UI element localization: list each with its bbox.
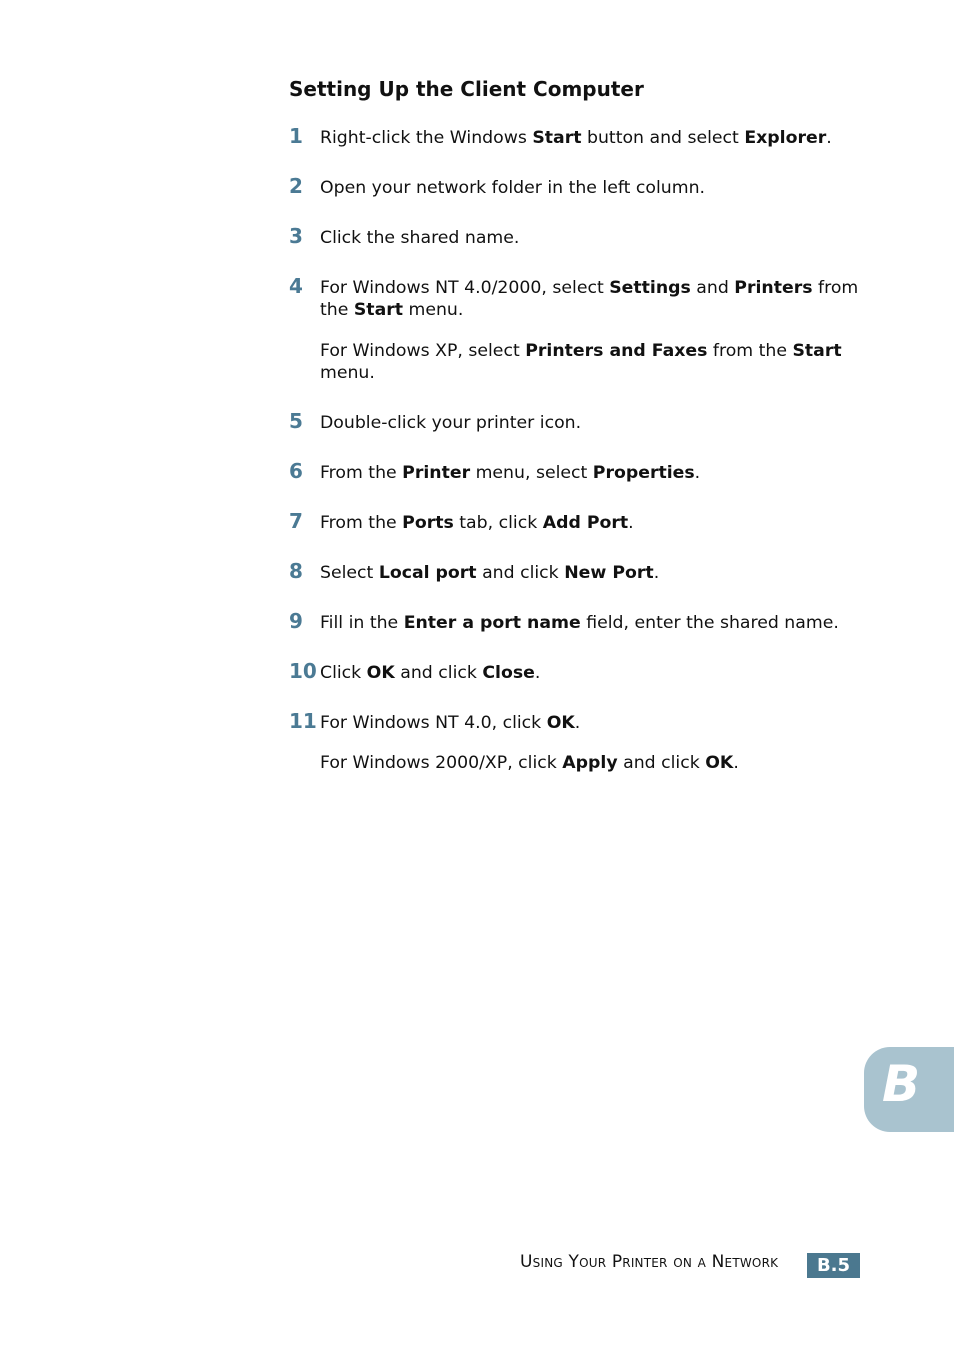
bold-term: Properties: [592, 463, 695, 483]
text-run: from the: [707, 341, 793, 361]
text-run: field, enter the shared name.: [580, 613, 839, 633]
text-run: button and select: [581, 128, 745, 148]
text-run: from the: [320, 278, 859, 320]
step-text: [320, 277, 889, 321]
text-run: Click: [320, 663, 367, 683]
chapter-tab: [864, 1047, 954, 1132]
bold-term: Ports: [402, 513, 454, 533]
step-text: [320, 227, 889, 249]
step-text: [320, 752, 889, 774]
list-item: [289, 409, 889, 434]
bold-term: Printers and Faxes: [525, 341, 708, 361]
text-run: .: [826, 128, 832, 148]
text-run: .: [694, 463, 701, 483]
text-run: menu, select: [470, 463, 593, 483]
list-item: [289, 509, 889, 534]
text-run: and click: [617, 753, 706, 773]
bold-term: Settings: [609, 278, 691, 298]
step-number: 8: [289, 559, 303, 583]
section-heading: Setting Up the Client Computer: [289, 77, 644, 101]
step-number: 2: [289, 174, 303, 198]
step-text: [320, 712, 889, 734]
step-number: 3: [289, 224, 303, 248]
step-number: 9: [289, 609, 303, 633]
step-text: [320, 462, 889, 484]
step-text: [320, 562, 889, 584]
text-run: .: [534, 663, 541, 683]
text-run: For Windows NT 4.0/2000, select: [320, 278, 610, 298]
text-run: Fill in the: [320, 613, 404, 633]
step-number: 5: [289, 409, 303, 433]
step-text: [320, 127, 889, 149]
step-number: 11: [289, 709, 317, 733]
bold-term: Start: [792, 341, 842, 361]
list-item: [289, 124, 889, 149]
bold-term: Start: [532, 128, 582, 148]
bold-term: New Port: [564, 563, 654, 583]
text-run: .: [628, 513, 634, 533]
bold-term: Start: [353, 300, 404, 320]
bold-term: Local port: [378, 563, 477, 583]
step-text: [320, 177, 889, 199]
list-item: [289, 459, 889, 484]
text-run: tab, click: [453, 513, 543, 533]
bold-term: Add Port: [542, 513, 629, 533]
step-text: [320, 662, 889, 684]
text-run: For Windows 2000/XP, click: [320, 753, 563, 773]
chapter-letter: B: [882, 1055, 921, 1113]
text-run: .: [653, 563, 660, 583]
steps-list: [289, 124, 889, 802]
bold-term: Close: [482, 663, 535, 683]
text-run: menu.: [320, 363, 375, 383]
bold-term: Printers: [734, 278, 813, 298]
text-run: and: [690, 278, 735, 298]
step-number: 6: [289, 459, 303, 483]
text-run: menu.: [403, 300, 464, 320]
bold-term: OK: [546, 713, 575, 733]
list-item: [289, 709, 889, 774]
footer-title: Using Your Printer on a Network: [520, 1252, 779, 1272]
list-item: [289, 559, 889, 584]
text-run: From the: [320, 513, 403, 533]
step-number: 10: [289, 659, 317, 683]
list-item: [289, 174, 889, 199]
text-run: Open your network folder in the left column.: [320, 178, 706, 198]
step-number: 4: [289, 274, 303, 298]
list-item: [289, 659, 889, 684]
text-run: Click the shared name.: [320, 228, 520, 248]
text-run: For Windows XP, select: [320, 341, 526, 361]
bold-term: Apply: [562, 753, 618, 773]
step-number: 1: [289, 124, 303, 148]
bold-term: OK: [366, 663, 395, 683]
list-item: [289, 224, 889, 249]
bold-term: OK: [705, 753, 734, 773]
step-number: 7: [289, 509, 303, 533]
text-run: Select: [320, 563, 379, 583]
text-run: .: [733, 753, 739, 773]
bold-term: Explorer: [744, 128, 827, 148]
text-run: and click: [394, 663, 483, 683]
bold-term: Printer: [402, 463, 471, 483]
page-number-badge: B.5: [807, 1253, 860, 1278]
list-item: [289, 609, 889, 634]
text-run: Double-click your printer icon.: [320, 413, 582, 433]
step-text: [320, 612, 889, 634]
text-run: Right-click the Windows: [320, 128, 533, 148]
text-run: .: [574, 713, 581, 733]
step-text: [320, 512, 889, 534]
text-run: From the: [320, 463, 403, 483]
text-run: and click: [476, 563, 565, 583]
list-item: [289, 274, 889, 384]
bold-term: Enter a port name: [403, 613, 581, 633]
step-text: [320, 412, 889, 434]
text-run: For Windows NT 4.0, click: [320, 713, 547, 733]
step-text: [320, 340, 889, 384]
